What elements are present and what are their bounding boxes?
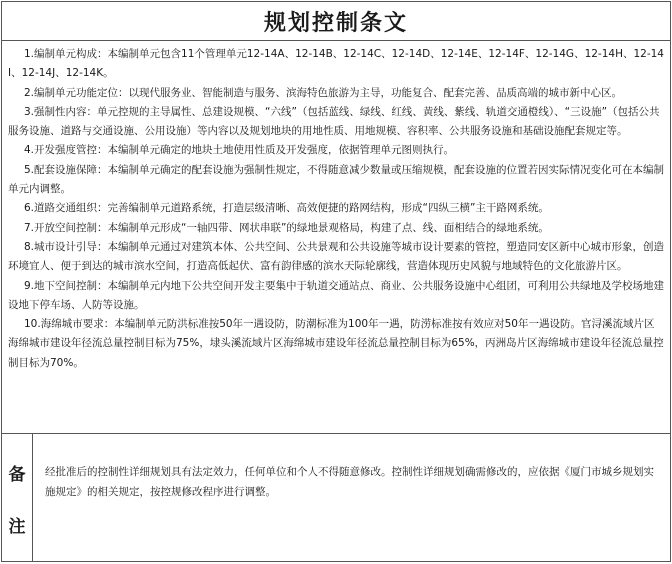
clause-6: 6.道路交通组织：完善编制单元道路系统，打造层级清晰、高效便捷的路网结构，形成“四纵三横”主干路网系统。	[24, 202, 549, 215]
clause-9: 9.地下空间控制：本编制单元内地下公共空间开发主要集中于轨道交通站点、商业、公共服务设施中心组团，可利用公共绿地及学校场地建设地下停车场、人防等设施。	[8, 279, 665, 311]
notes-label	[2, 434, 33, 562]
clause-8: 8.城市设计引导：本编制单元通过对建筑本体、公共空间、公共景观和公共设施等城市设计要素的管控，塑造同安区新中心城市形象，创造环境宜人、便于到达的城市滨水空间，打造高低起伏、富有韵律感的滨水天际轮廓线，营造体现历史风貌与地域特色的文化旅游片区。	[8, 240, 665, 273]
clause-4: 4.开发强度管控：本编制单元确定的地块土地使用性质及开发强度，依据管理单元图则执行。	[24, 144, 455, 157]
page-title: 规划控制条文	[263, 10, 408, 36]
notes-label-char-1: 备	[8, 464, 26, 485]
notes-label-char-2: 注	[8, 516, 26, 537]
clauses-section	[2, 41, 670, 434]
title-row	[2, 2, 670, 41]
notes-text: 经批准后的控制性详细规划具有法定效力，任何单位和个人不得随意修改。控制性详细规划确需修改的，应依据《厦门市城乡规划实施规定》的相关规定，按控规修改程序进行调整。	[45, 466, 654, 498]
clause-2: 2.编制单元功能定位：以现代服务业、智能制造与服务、滨海特色旅游为主导，功能复合、配套完善、品质高端的城市新中心区。	[24, 86, 623, 99]
notes-section	[2, 434, 670, 562]
notes-body	[33, 434, 670, 562]
clause-10: 10.海绵城市要求：本编制单元防洪标准按50年一遇设防，防潮标准为100年一遇，防涝标准按有效应对50年一遇设防。官浔溪流域片区海绵城市建设年径流总量控制目标为75%，埭头溪流域片区海绵城市建设年径流总量控制目标为65%，丙洲岛片区海绵城市建设年径流总量控制目标为70%。	[8, 318, 664, 369]
clause-1: 1.编制单元构成：本编制单元包含11个管理单元12-14A、12-14B、12-14C、12-14D、12-14E、12-14F、12-14G、12-14H、12-14I、12-14J、12-14K。	[8, 48, 664, 80]
regulation-sheet	[1, 1, 671, 562]
clause-5: 5.配套设施保障：本编制单元确定的配套设施为强制性规定，不得随意减少数量或压缩规模，配套设施的位置若因实际情况变化可在本编制单元内调整。	[8, 163, 665, 196]
clause-3: 3.强制性内容：单元控规的主导属性、总建设规模、“六线”（包括蓝线、绿线、红线、黄线、紫线、轨道交通橙线）、“三设施”（包括公共服务设施、道路与交通设施、公用设施）等内容以及规划地块的用地性质、用地规模、容积率、公共服务设施和基础设施配套规定等。	[8, 105, 660, 138]
clause-7: 7.开放空间控制：本编制单元形成“一轴四带、网状串联”的绿地景观格局，构建了点、线、面相结合的绿地系统。	[24, 221, 549, 234]
